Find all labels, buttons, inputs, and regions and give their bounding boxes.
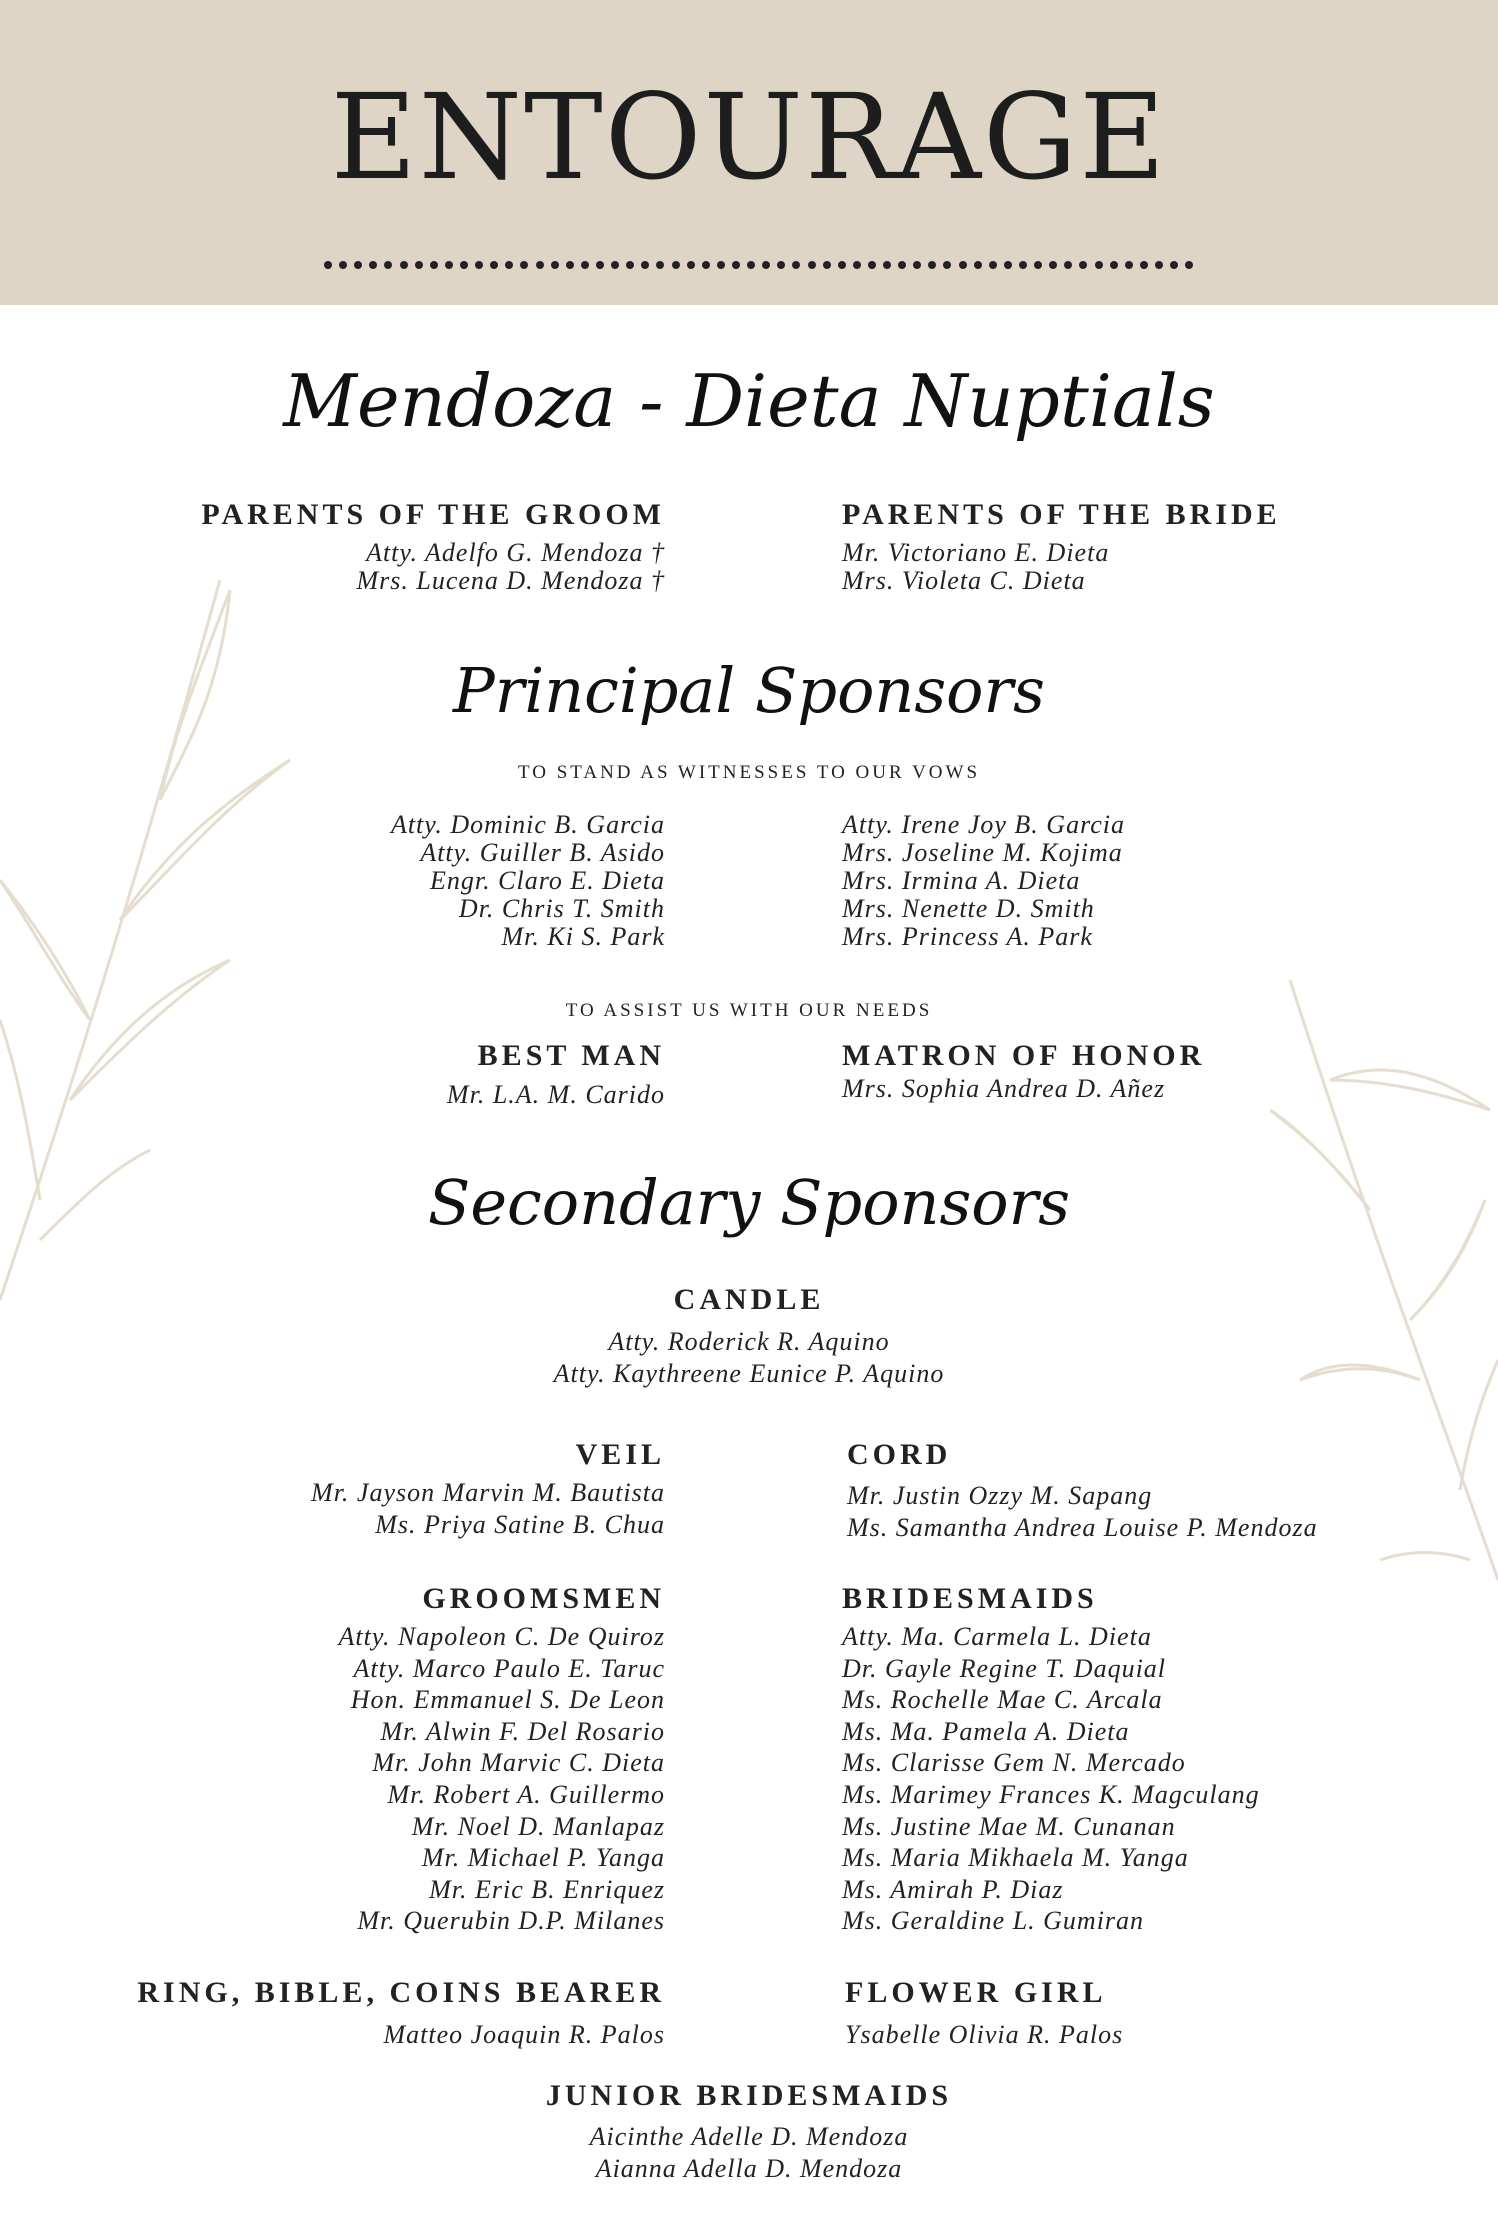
divider-dot — [1140, 261, 1148, 269]
divider-dot — [883, 261, 891, 269]
divider-dot — [702, 261, 710, 269]
divider-dot — [505, 261, 513, 269]
divider-dot — [641, 261, 649, 269]
groomsman-name: Mr. Robert A. Guillermo — [387, 1779, 665, 1809]
parent-name: Mr. Victoriano E. Dieta — [842, 538, 1110, 567]
groomsman-name: Mr. Noel D. Manlapaz — [411, 1811, 665, 1841]
bridesmaid-name: Atty. Ma. Carmela L. Dieta — [842, 1622, 1152, 1651]
divider-dot — [369, 261, 377, 269]
bridesmaids-label: BRIDESMAIDS — [842, 1582, 1098, 1615]
divider-dot — [808, 261, 816, 269]
divider-dot — [792, 261, 800, 269]
divider-dot — [536, 261, 544, 269]
junior-name: Aianna Adella D. Mendoza — [595, 2154, 903, 2183]
divider-dot — [520, 261, 528, 269]
principal-subtitle: TO STAND AS WITNESSES TO OUR VOWS — [517, 762, 981, 783]
sponsor-name: Mrs. Princess A. Park — [842, 922, 1093, 951]
divider-dot — [460, 261, 468, 269]
divider-dot — [384, 261, 392, 269]
divider-dot — [475, 261, 483, 269]
sponsor-name: Mrs. Irmina A. Dieta — [842, 866, 1081, 895]
divider-dot — [339, 261, 347, 269]
divider-dot — [928, 261, 936, 269]
divider-dot — [581, 261, 589, 269]
parents-bride-label: PARENTS OF THE BRIDE — [842, 498, 1281, 531]
flower-girl-label: FLOWER GIRL — [845, 1976, 1107, 2009]
sponsor-name: Atty. Dominic B. Garcia — [390, 810, 665, 839]
bearer-name: Matteo Joaquin R. Palos — [383, 2020, 665, 2049]
sponsor-name: Mr. Ki S. Park — [501, 922, 665, 951]
divider-dot — [1125, 261, 1133, 269]
parent-name: Mrs. Lucena D. Mendoza † — [356, 566, 665, 595]
sponsor-name: Mrs. Joseline M. Kojima — [842, 838, 1123, 867]
divider-dot — [1034, 261, 1042, 269]
groomsmen-list — [339, 1624, 665, 1940]
sponsor-name: Atty. Guiller B. Asido — [420, 838, 665, 867]
bridesmaid-name: Ms. Ma. Pamela A. Dieta — [842, 1716, 1130, 1746]
sponsor-name: Ms. Samantha Andrea Louise P. Mendoza — [847, 1513, 1318, 1542]
best-man-label: BEST MAN — [477, 1039, 665, 1072]
assist-subtitle: TO ASSIST US WITH OUR NEEDS — [565, 1000, 933, 1021]
divider-dot — [777, 261, 785, 269]
bridesmaid-name: Ms. Marimey Frances K. Magculang — [842, 1779, 1260, 1809]
parent-name: Atty. Adelfo G. Mendoza † — [366, 538, 665, 567]
sponsor-name: Mrs. Nenette D. Smith — [842, 894, 1095, 923]
divider-dot — [1095, 261, 1103, 269]
bridesmaid-name: Ms. Justine Mae M. Cunanan — [842, 1811, 1176, 1841]
divider-dot — [656, 261, 664, 269]
headline: Mendoza - Dieta Nuptials — [283, 359, 1215, 443]
sponsor-name: Dr. Chris T. Smith — [458, 894, 665, 923]
groomsman-name: Mr. John Marvic C. Dieta — [372, 1748, 665, 1778]
principal-right-list — [842, 812, 1125, 952]
divider-dot — [354, 261, 362, 269]
groomsman-name: Mr. Alwin F. Del Rosario — [380, 1716, 665, 1746]
divider-dot — [551, 261, 559, 269]
matron-name: Mrs. Sophia Andrea D. Añez — [842, 1074, 1166, 1103]
divider-dot — [913, 261, 921, 269]
dotted-divider — [324, 256, 1194, 274]
principal-sponsors-title: Principal Sponsors — [453, 654, 1045, 727]
veil-label: VEIL — [575, 1438, 665, 1471]
page-title: ENTOURAGE — [330, 68, 1168, 206]
divider-dot — [1004, 261, 1012, 269]
bridesmaid-name: Ms. Clarisse Gem N. Mercado — [842, 1748, 1186, 1778]
divider-dot — [868, 261, 876, 269]
groomsman-name: Atty. Napoleon C. De Quiroz — [338, 1622, 665, 1651]
parent-name: Mrs. Violeta C. Dieta — [842, 566, 1086, 595]
divider-dot — [1019, 261, 1027, 269]
bridesmaid-name: Ms. Maria Mikhaela M. Yanga — [842, 1843, 1189, 1873]
matron-label: MATRON OF HONOR — [842, 1039, 1206, 1072]
divider-dot — [626, 261, 634, 269]
divider-dot — [1170, 261, 1178, 269]
divider-dot — [611, 261, 619, 269]
divider-dot — [1049, 261, 1057, 269]
parents-groom-names — [356, 540, 665, 596]
divider-dot — [1185, 261, 1193, 269]
groomsman-name: Hon. Emmanuel S. De Leon — [350, 1685, 665, 1715]
divider-dot — [1155, 261, 1163, 269]
divider-dot — [1064, 261, 1072, 269]
divider-dot — [989, 261, 997, 269]
sponsor-name: Atty. Irene Joy B. Garcia — [842, 810, 1125, 839]
divider-dot — [898, 261, 906, 269]
divider-dot — [823, 261, 831, 269]
divider-dot — [974, 261, 982, 269]
divider-dot — [943, 261, 951, 269]
parents-bride-names — [842, 540, 1109, 596]
divider-dot — [747, 261, 755, 269]
sponsor-name: Atty. Kaythreene Eunice P. Aquino — [553, 1359, 945, 1388]
bridesmaid-name: Ms. Geraldine L. Gumiran — [842, 1906, 1145, 1936]
cord-label: CORD — [847, 1438, 952, 1471]
divider-dot — [596, 261, 604, 269]
groomsman-name: Mr. Eric B. Enriquez — [429, 1874, 665, 1904]
flower-girl-name: Ysabelle Olivia R. Palos — [845, 2020, 1124, 2049]
bridesmaid-name: Ms. Amirah P. Diaz — [842, 1874, 1064, 1904]
junior-bridesmaids-label: JUNIOR BRIDESMAIDS — [545, 2079, 953, 2112]
bridesmaids-list — [842, 1624, 1260, 1940]
divider-dot — [853, 261, 861, 269]
sponsor-name: Mr. Justin Ozzy M. Sapang — [847, 1481, 1153, 1510]
divider-dot — [672, 261, 680, 269]
junior-bridesmaids-names — [0, 2124, 1498, 2188]
divider-dot — [566, 261, 574, 269]
junior-name: Aicinthe Adelle D. Mendoza — [589, 2122, 909, 2151]
sponsor-name: Atty. Roderick R. Aquino — [608, 1327, 890, 1356]
candle-label: CANDLE — [673, 1283, 825, 1316]
divider-dot — [717, 261, 725, 269]
divider-dot — [415, 261, 423, 269]
groomsman-name: Mr. Querubin D.P. Milanes — [357, 1906, 665, 1936]
divider-dot — [1110, 261, 1118, 269]
veil-names — [311, 1480, 665, 1544]
sponsor-name: Ms. Priya Satine B. Chua — [375, 1510, 665, 1539]
divider-dot — [838, 261, 846, 269]
best-man-name: Mr. L.A. M. Carido — [446, 1080, 665, 1109]
principal-left-list — [391, 812, 665, 952]
divider-dot — [400, 261, 408, 269]
header-band — [0, 0, 1498, 305]
divider-dot — [445, 261, 453, 269]
divider-dot — [732, 261, 740, 269]
bridesmaid-name: Ms. Rochelle Mae C. Arcala — [842, 1685, 1163, 1715]
divider-dot — [762, 261, 770, 269]
secondary-sponsors-title: Secondary Sponsors — [427, 1166, 1071, 1239]
bearer-label: RING, BIBLE, COINS BEARER — [137, 1976, 665, 2009]
divider-dot — [324, 261, 332, 269]
candle-names — [0, 1329, 1498, 1393]
divider-dot — [1079, 261, 1087, 269]
groomsman-name: Atty. Marco Paulo E. Taruc — [353, 1653, 665, 1683]
bridesmaid-name: Dr. Gayle Regine T. Daquial — [842, 1653, 1167, 1683]
parents-groom-label: PARENTS OF THE GROOM — [201, 498, 665, 531]
sponsor-name: Mr. Jayson Marvin M. Bautista — [311, 1478, 665, 1507]
groomsmen-label: GROOMSMEN — [422, 1582, 665, 1615]
divider-dot — [687, 261, 695, 269]
sponsor-name: Engr. Claro E. Dieta — [430, 866, 665, 895]
cord-names — [847, 1483, 1318, 1547]
divider-dot — [490, 261, 498, 269]
groomsman-name: Mr. Michael P. Yanga — [421, 1843, 665, 1873]
divider-dot — [959, 261, 967, 269]
divider-dot — [430, 261, 438, 269]
